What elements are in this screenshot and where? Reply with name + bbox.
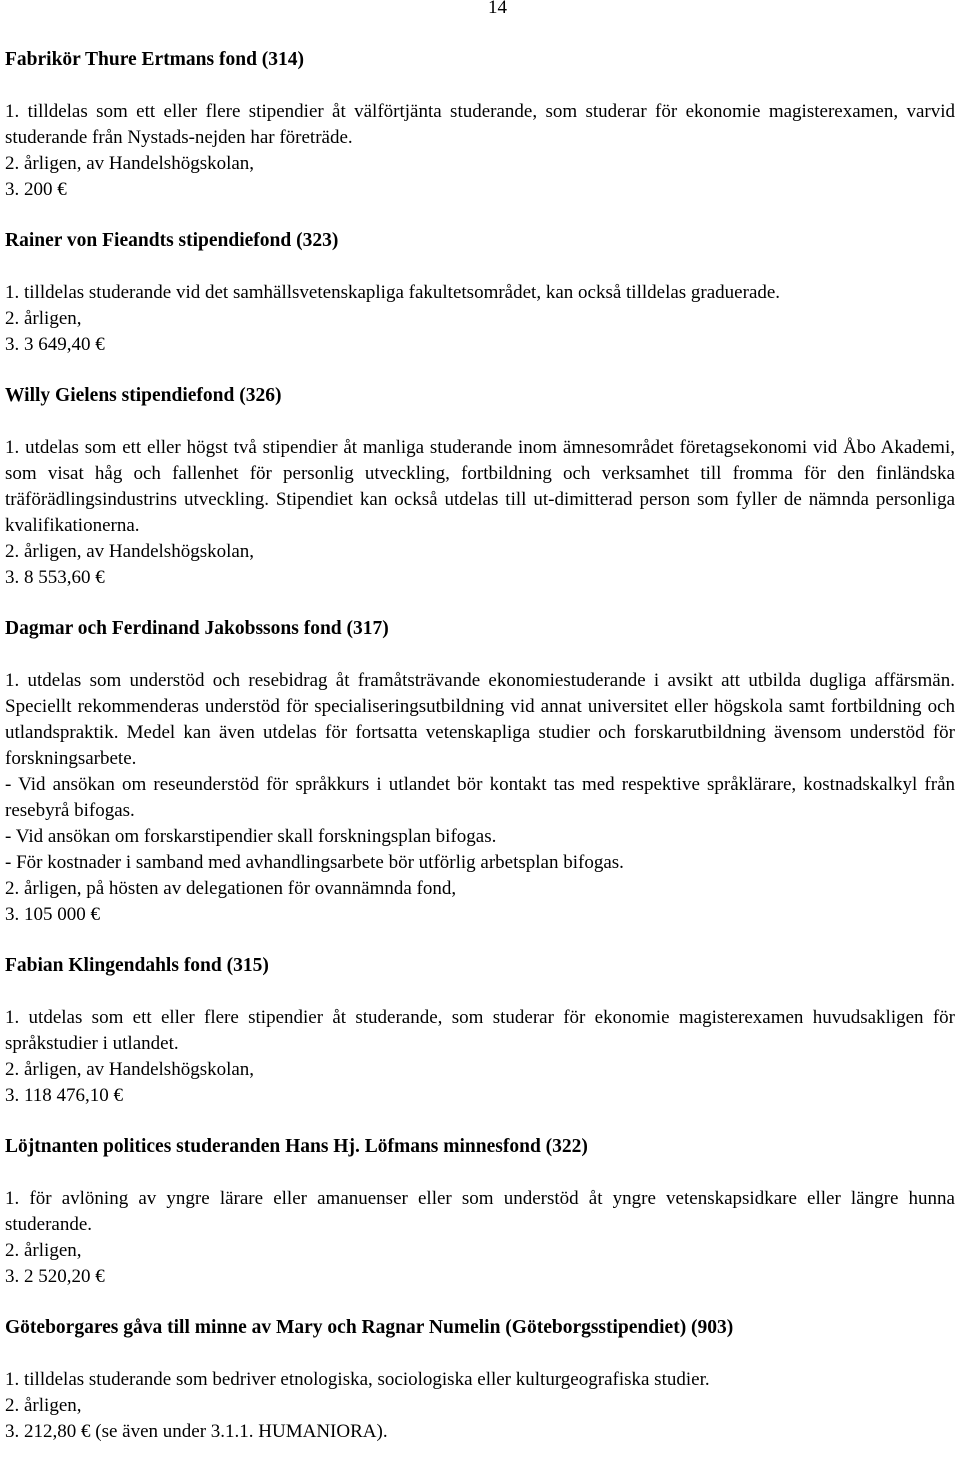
fund-description: 1. utdelas som ett eller flere stipendier åt studerande, som studerar för ekonomie magisterexamen huvudsakligen för språkstudier i utlandet. xyxy=(5,1007,955,1054)
fund-description: 1. utdelas som understöd och resebidrag åt framåtsträvande ekonomiestuderande i avsikt att utbilda dugliga affärsmän. Speciellt rekommenderas understöd för specialiseringsutbildning vid annat universitet eller högskola samt fortbildning och utlandspraktik. Medel kan även utdelas för fortsatta vetenskapliga studier och forskarutbildning ävensom understöd för forskningsarbete. xyxy=(5,670,955,769)
fund-description: 1. tilldelas som ett eller flere stipendier åt välförtjänta studerande, som studerar för ekonomie magisterexamen, varvid studerande från Nystads-nejden har företräde. xyxy=(5,101,955,148)
fund-title: Rainer von Fieandts stipendiefond (323) xyxy=(5,230,339,251)
fund-jakobsson xyxy=(5,616,955,928)
fund-frequency: 2. årligen, xyxy=(5,1240,82,1261)
fund-title: Fabrikör Thure Ertmans fond (314) xyxy=(5,49,305,70)
fund-title: Dagmar och Ferdinand Jakobssons fond (317) xyxy=(5,618,389,639)
fund-description: 1. tilldelas studerande som bedriver etnologiska, sociologiska eller kulturgeografiska studier. xyxy=(5,1369,710,1390)
fund-amount: 3. 2 520,20 € xyxy=(5,1266,105,1287)
fund-description: 1. för avlöning av yngre lärare eller amanuenser eller som understöd åt yngre vetenskapsidkare eller längre hunna studerande. xyxy=(5,1188,955,1235)
fund-frequency: 2. årligen, av Handelshögskolan, xyxy=(5,541,255,562)
document-body xyxy=(5,47,955,1470)
fund-ertman xyxy=(5,47,955,203)
fund-title: Göteborgares gåva till minne av Mary och Ragnar Numelin (Göteborgsstipendiet) (903) xyxy=(5,1317,734,1338)
fund-frequency: 2. årligen, av Handelshögskolan, xyxy=(5,153,255,174)
fund-note: - Vid ansökan om forskarstipendier skall forskningsplan bifogas. xyxy=(5,826,497,847)
page-number: 14 xyxy=(488,0,507,18)
fund-note: - För kostnader i samband med avhandlingsarbete bör utförlig arbetsplan bifogas. xyxy=(5,852,624,873)
fund-amount: 3. 8 553,60 € xyxy=(5,567,105,588)
fund-fieandt xyxy=(5,228,955,358)
fund-description: 1. utdelas som ett eller högst två stipendier åt manliga studerande inom ämnesområdet företagsekonomi vid Åbo Akademi, som visat håg och fallenhet för personlig utveckling, fortbildning och verksamhet till fromma för den finländska träförädlingsindustrins utveckling. Stipendiet kan också utdelas till ut-dimitterad person som fyller de nämnda personliga kvalifikationerna. xyxy=(5,437,955,536)
fund-amount: 3. 212,80 € (se även under 3.1.1. HUMANIORA). xyxy=(5,1421,388,1442)
fund-frequency: 2. årligen, xyxy=(5,1395,82,1416)
fund-frequency: 2. årligen, xyxy=(5,308,82,329)
fund-amount: 3. 105 000 € xyxy=(5,904,100,925)
fund-title: Fabian Klingendahls fond (315) xyxy=(5,955,269,976)
fund-description: 1. tilldelas studerande vid det samhällsvetenskapliga fakultetsområdet, kan också tilldelas graduerade. xyxy=(5,282,781,303)
fund-title: Löjtnanten politices studeranden Hans Hj. Löfmans minnesfond (322) xyxy=(5,1136,588,1157)
fund-amount: 3. 3 649,40 € xyxy=(5,334,105,355)
fund-amount: 3. 118 476,10 € xyxy=(5,1085,124,1106)
fund-lofman xyxy=(5,1134,955,1290)
fund-frequency: 2. årligen, på hösten av delegationen för ovannämnda fond, xyxy=(5,878,457,899)
fund-gielen xyxy=(5,383,955,591)
fund-title: Willy Gielens stipendiefond (326) xyxy=(5,385,282,406)
fund-amount: 3. 200 € xyxy=(5,179,67,200)
fund-klingendahl xyxy=(5,953,955,1109)
fund-frequency: 2. årligen, av Handelshögskolan, xyxy=(5,1059,255,1080)
fund-note: - Vid ansökan om reseunderstöd för språkkurs i utlandet bör kontakt tas med respektive språklärare, kostnadskalkyl från resebyrå bifogas. xyxy=(5,774,955,821)
fund-goteborg xyxy=(5,1315,955,1445)
